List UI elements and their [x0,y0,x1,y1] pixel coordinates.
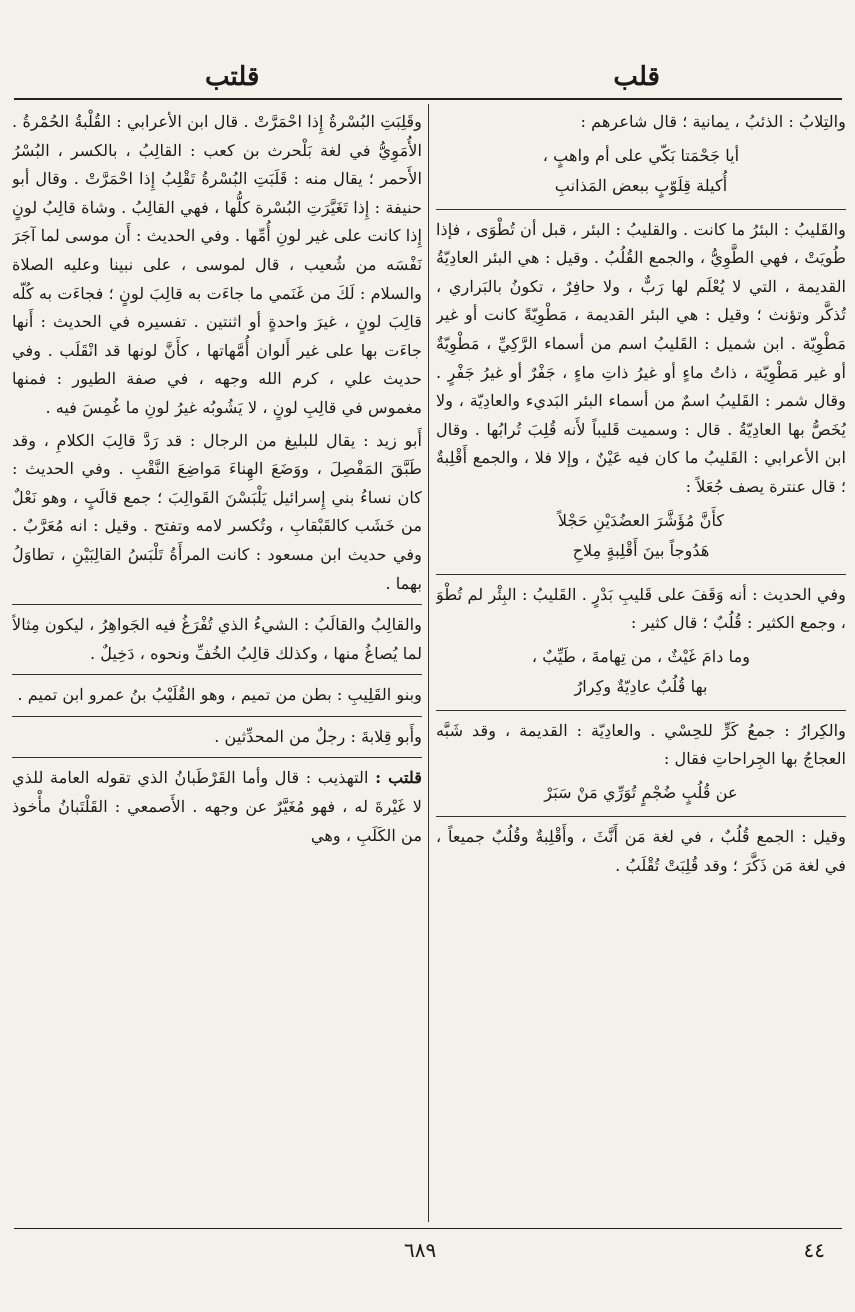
column-divider [428,104,429,1222]
section-separator [12,757,422,758]
verse-line: أيا جَحْمَتا بَكّي على أم واهبٍ ، [542,145,740,165]
paragraph: والكِرارُ : جمعُ كَرٍّ للحِسْي . والعادِيّة : القديمة ، وقد شَبَّه العجاجُ بها الجِراحاتِ فقال : [436,720,846,769]
paragraph: وقيل : الجمع قُلُبٌ ، في لغة مَن أَنَّثَ ، وأَقْلِبةٌ وقُلُبٌ جميعاً ، في لغة مَن ذَكَّرَ ؛ وقد قُلِبَتْ تُقْلَبُ . [436,826,846,875]
bottom-rule [14,1228,842,1229]
verse-line: وما دامَ غَيْثٌ ، من تِهامةَ ، طَيِّبٌ ، [531,646,751,666]
header-left-keyword: قلتب [205,62,260,92]
paragraph: أَبو زيد : يقال للبليغ من الرجال : قد رَدَّ قالِبَ الكلامِ ، وقد طَبَّقَ المَفْصِلَ ، ووَضَعَ الهِناءَ مَواضِعَ النَّقْبِ . وفي الحديث : كان نساءُ بني إِسرائيل يَلْبَسْنَ القَوالِبَ ؛ جمع قالَبٍ ، وهو نَعْلٌ من خَشَب كالقَبْقابِ ، وتُكسر لامه وتفتح . وقيل : انه مُعَرَّبٌ . وفي حديث ابن مسعود : كانت المرأَةُ تَلْبَسُ القالِبَيْنِ ، تطاوَلُ بهما . [12,430,422,593]
entry-text: التهذيب : قال وأما القَرْطَبانُ الذي تقوله العامة للذي لا غَيْرةَ له ، فهو مُغَيَّرٌ عن وجهه . الأَصمعي : القَلْتَبانُ مأْخوذ من الكَلَبِ ، وهي [12,768,422,845]
top-rule [14,98,842,100]
section-separator [12,716,422,717]
paragraph: وأَبو قِلابةَ : رجلٌ من المحدِّثين . [214,726,422,746]
verse [436,141,846,201]
header-right-keyword: قلب [613,62,660,92]
signature-number: ٤٤ [803,1238,825,1262]
section-separator [436,209,846,210]
right-column [436,108,846,1222]
entry-headword: قلتب : [375,768,422,788]
paragraph: وفي الحديث : أنه وَقَفَ على قَليبِ بَدْرٍ . القَليبُ : البِئْر لم تُطْوَ ، وجمع الكثير : قُلُبٌ ؛ قال كثير : [436,584,846,633]
paragraph: وقَلِبَتِ البُسْرةُ إِذا احْمَرَّتْ . قال ابن الأعرابي : القُلْبةُ الحُمْرةُ . الأُمَوِيُّ في لغة بَلْحرث بن كعب : القالِبُ ، بالكسر ، البُسْرُ الأَحمر ؛ يقال منه : قَلَبَتِ البُسْرةُ تَقْلِبُ إِذا احْمَرَّتْ . وقال أبو حنيفة : إِذا تَغَيَّرَتِ البُسْرة كلُّها ، فهي القالِبُ . وشاة قالِبُ لونٍ إِذا كانت على غير لونِ أُمِّها . وفي الحديث : أَن موسى لما آجَرَ نَفْسَه من شُعيب ، قال لموسى ، على نبينا وعليه الصلاة والسلام : لَكَ من غَنَمي ما جاءَت به قالِبَ لونٍ ؛ فجاءَت به كُلّه قالِبَ لونٍ ، غيرَ واحدةٍ أو اثنتين . تفسيره في الحديث : أَنها جاءَت بها على غير أَلوان أُمَّهاتها ، كأَنَّ لونها قد انْقَلَب . وفي حديث علي ، كرم الله وجهه ، في صفة الطيور : فمنها مغموس في قالِبِ لونٍ ، لا يَشُوبُه غيرُ لونِ ما غُمِسَ فيه . [12,112,422,417]
verse-line: أُكيلة قِلَوّبٍ ببعض المَذانبِ [554,175,728,195]
page-number: ٦٨٩ [404,1238,437,1262]
section-separator [436,816,846,817]
verse [436,642,846,702]
verse-line: كأَنَّ مُؤَشَّرَ العضُدَيْنِ حَجْلاً [557,510,725,530]
verse-line: بها قُلُبٌ عادِيّةٌ وكِرارُ [574,676,708,696]
section-separator [436,574,846,575]
section-separator [436,710,846,711]
verse-line: عن قُلُبٍ ضُجْمٍ تُوَرِّي مَنْ سَبَرْ [544,782,738,802]
paragraph: والقالِبُ والقالَبُ : الشيءُ الذي تُفْرَغُ فيه الجَواهِرُ ، ليكون مِثالاً لما يُصاغُ منها ، وكذلك قالِبُ الخُفِّ ونحوه ، دَخِيلٌ . [12,615,422,663]
verse [436,778,846,808]
verse [436,506,846,566]
left-column [12,108,422,1222]
paragraph: والتِلابُ : الذئبُ ، يمانية ؛ قال شاعرهم : [580,112,846,131]
section-separator [12,604,422,605]
paragraph: والقَليبُ : البئرُ ما كانت . والقليبُ : البئر ، قبل أن تُطْوَى ، فإذا طُويَتْ ، فهي الطَّوِيُّ ، والجمع القُلُبُ . وقيل : هي البئر العادِيّةُ القديمة ، التي لا يُعْلَم لها رَبٌّ ، ولا حافِرٌ ، تكونُ بالبَراري ، تُذكَّر وتؤنث ؛ وقيل : هي البئر القديمة ، مَطْوِيّةً كانت أو غير مَطْوِيّة . ابن شميل : القَليبُ اسم من أسماء الرَّكِيِّ ، مَطْوِيّةٌ أو غير مَطْوِيّة ، ذاتُ ماءٍ أو غيرُ ذاتِ ماءٍ ، جَفْرٌ أو غيرُ جَفْرٍ . وقال شمر : القَليبُ اسمٌ من أسماء البئر البَديء والعادِيّة ، ولا يُخَصُّ بها العادِيّةُ . قال : وسميت قَليباً لأَنه قُلِبَ تُرابُها . وقال ابن الأعرابي : القَليبُ ما كان فيه عَيْنٌ ، وإلا فلا ، والجمع أَقْلِبةٌ ؛ قال عنترة يصف جُعَلاً : [436,219,846,496]
entry-paragraph [12,764,422,850]
verse-line: هَدُوجاً بينَ أَقْلِبةٍ مِلاحِ [572,540,710,560]
paragraph: وبنو القَلِيبِ : بطن من تميم ، وهو القُلَيْبُ بنُ عمرو ابن تميم . [17,685,422,705]
section-separator [12,674,422,675]
